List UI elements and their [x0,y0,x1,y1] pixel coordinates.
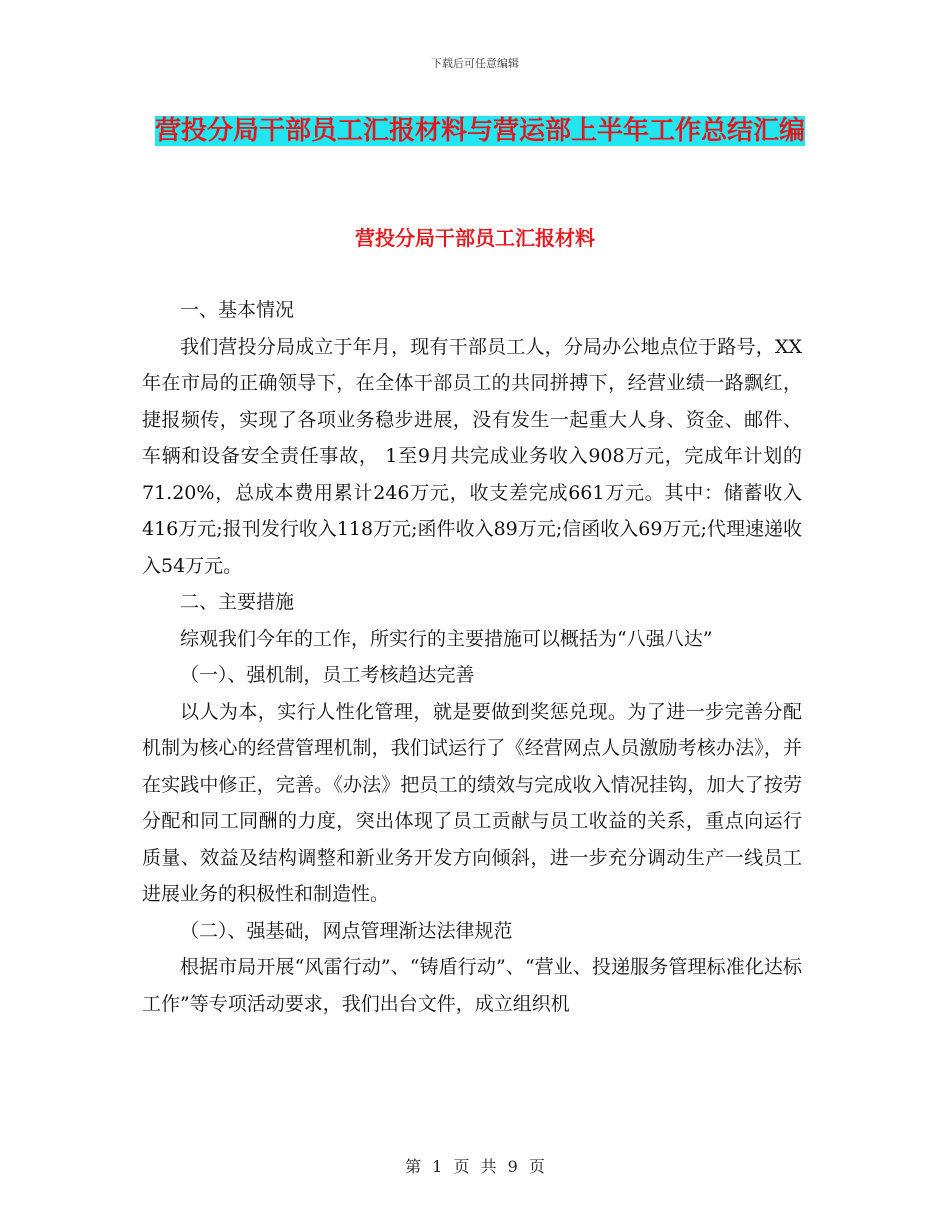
header-note: 下载后可任意编辑 [431,57,519,70]
document-body [142,292,802,1022]
body-paragraph: 综观我们今年的工作，所实行的主要措施可以概括为“八强八达” [180,627,713,650]
body-paragraph: 以人为本，实行人性化管理，就是要做到奖惩兑现。为了进一步完善分配机制为核心的经营管理机制，我们试运行了《经营网点人员激励考核办法》，并在实践中修正，完善。《办法》把员工的绩效与完成收入情况挂钩，加大了按劳分配和同工同酬的力度，突出体现了员工贡献与员工收益的关系，重点向运行质量、效益及结构调整和新业务开发方向倾斜，进一步充分调动生产一线员工进展业务的积极性和制造性。 [142,700,802,905]
section-heading: 二、主要措施 [180,591,295,613]
document-title [140,110,820,152]
document-title-text: 营投分局干部员工汇报材料与营运部上半年工作总结汇编 [154,116,805,146]
subsection-heading: （二）、强基础，网点管理渐达法律规范 [180,919,513,942]
document-subtitle: 营投分局干部员工汇报材料 [355,226,595,250]
page-number: 第 1 页 共 9 页 [405,1157,545,1176]
body-paragraph: 我们营投分局成立于年月，现有干部员工人，分局办公地点位于路号，XX年在市局的正确领导下，在全体干部员工的共同拼搏下，经营业绩一路飘红，捷报频传，实现了各项业务稳步进展，没有发生一起重大人身、资金、邮件、车辆和设备安全责任事故， 1至9月共完成业务收入908万元，完成年计划的71.20%，总成本费用累计246万元，收支差完成661万元。其中：储蓄收入416万元;报刊发行收入118万元;函件收入89万元;信函收入69万元;代理速递收入54万元。 [142,335,802,577]
section-heading: 一、基本情况 [180,299,295,321]
body-paragraph: 根据市局开展“风雷行动”、“铸盾行动”、“营业、投递服务管理标准化达标工作”等专项活动要求，我们出台文件，成立组织机 [142,956,802,1015]
subsection-heading: （一）、强机制，员工考核趋达完善 [180,664,475,686]
